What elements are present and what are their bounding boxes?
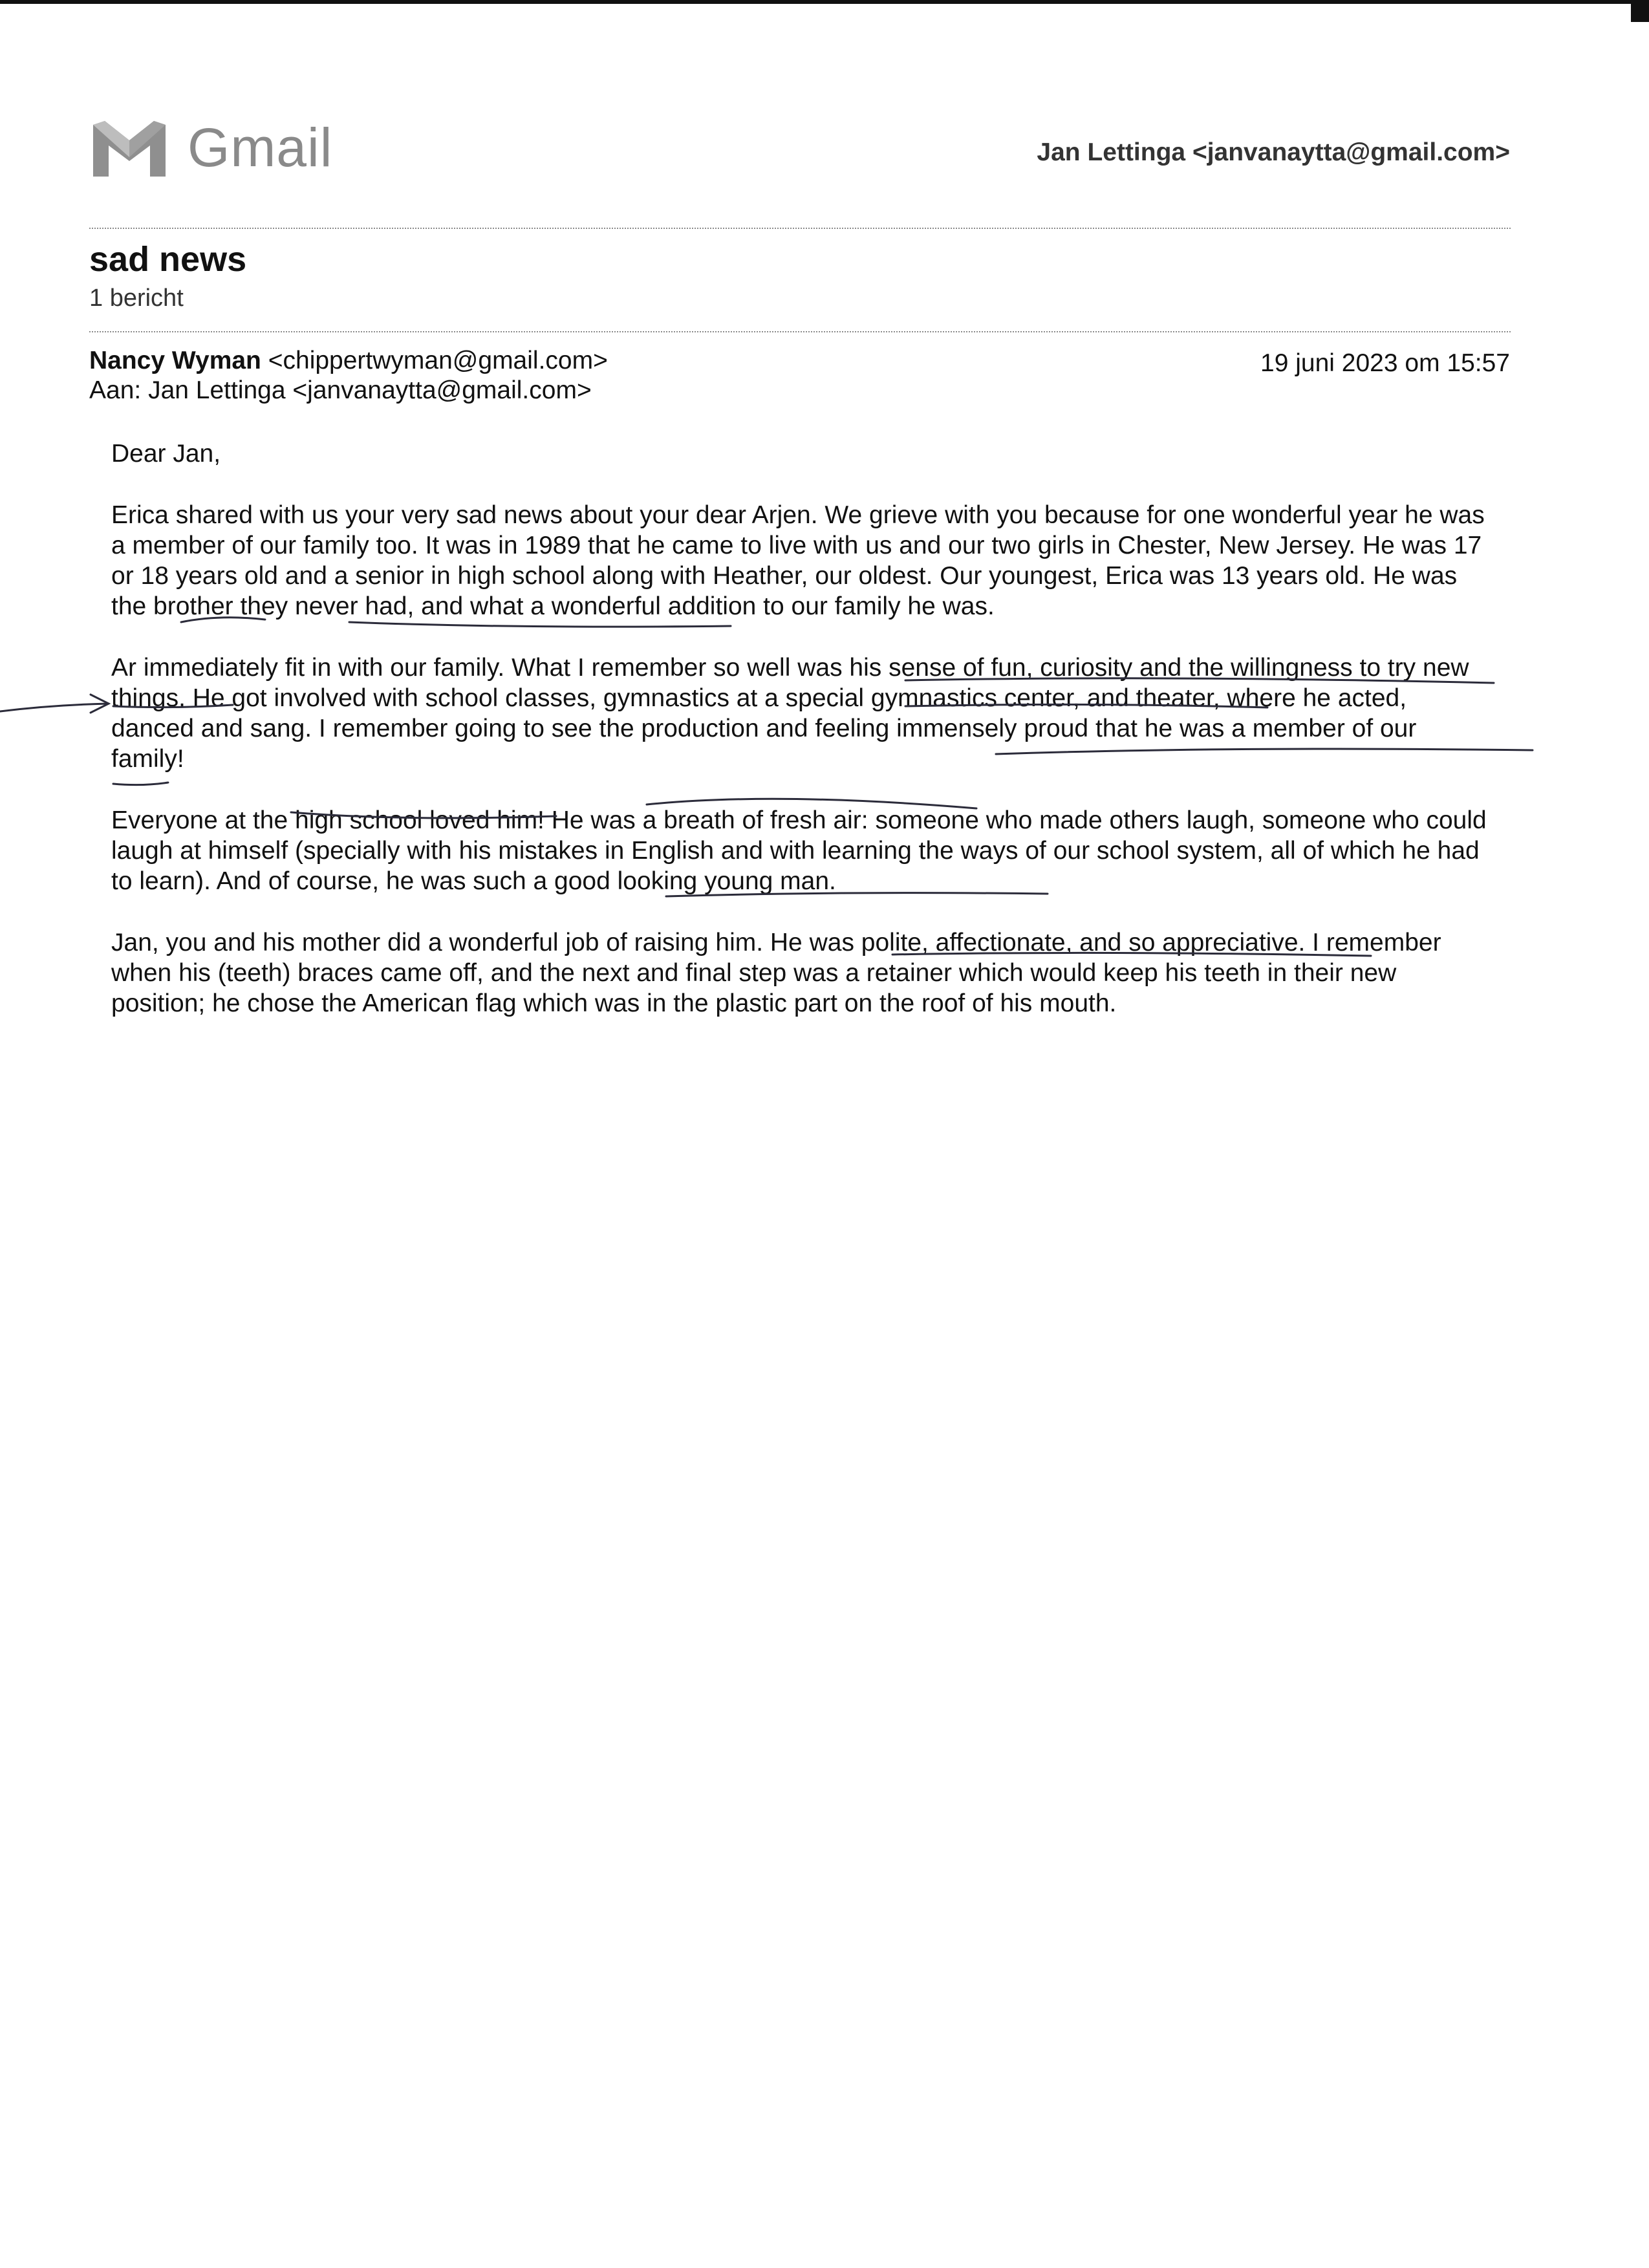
thread-subject: sad news — [89, 240, 247, 279]
scan-edge-corner — [1631, 0, 1649, 22]
message-count: 1 bericht — [89, 285, 184, 312]
sender-line — [89, 347, 608, 375]
handwritten-arrow — [0, 704, 109, 711]
body-paragraph: Jan, you and his mother did a wonderful job of raising him. He was polite, affectionate, and so appreciative. I remember when his (teeth) braces came off, and the next and final step was a retainer which would keep his teeth in their new position; he chose the American flag which was in the plastic part on the roof of his mouth. — [111, 929, 1441, 1017]
body-paragraph: Everyone at the high school loved him! He was a breath of fresh air: someone who made others laugh, someone who could laugh at himself (specially with his mistakes in English and with learning the ways of our school system, all of which he had to learn). And of course, he was such a good looking young man. — [111, 806, 1487, 895]
gmail-m-icon — [89, 118, 169, 178]
account-identity: Jan Lettinga <janvanaytta@gmail.com> — [1037, 138, 1510, 166]
message-date: 19 juni 2023 om 15:57 — [1260, 349, 1510, 377]
body-paragraph: Erica shared with us your very sad news about your dear Arjen. We grieve with you because for one wonderful year he was a member of our family too. It was in 1989 that he came to live with us and our two girls in Chester, New Jersey. He was 17 or 18 years old and a senior in high school along with Heather, our oldest. Our youngest, Erica was 13 years old. He was the brother they never had, and what a wonderful addition to our family he was. — [111, 501, 1485, 620]
greeting: Dear Jan, — [111, 440, 221, 468]
message-body — [111, 438, 1489, 1050]
recipient-line: Aan: Jan Lettinga <janvanaytta@gmail.com> — [89, 376, 592, 404]
handwritten-arrow-head — [91, 695, 109, 713]
header-divider — [89, 228, 1511, 229]
body-paragraph: Ar immediately fit in with our family. What I remember so well was his sense of fun, curiosity and the willingness to try new things. He got involved with school classes, gymnastics at a special gymnastics center, and theater, where he acted, danced and sang. I remember going to see the production and feeling immensely proud that he was a member of our family! — [111, 654, 1469, 773]
gmail-wordmark: Gmail — [188, 117, 333, 178]
subject-divider — [89, 331, 1511, 332]
scan-edge — [0, 0, 1649, 4]
sender-name: Nancy Wyman — [89, 347, 261, 374]
gmail-logo — [89, 116, 332, 179]
sender-email: <chippertwyman@gmail.com> — [268, 347, 608, 374]
